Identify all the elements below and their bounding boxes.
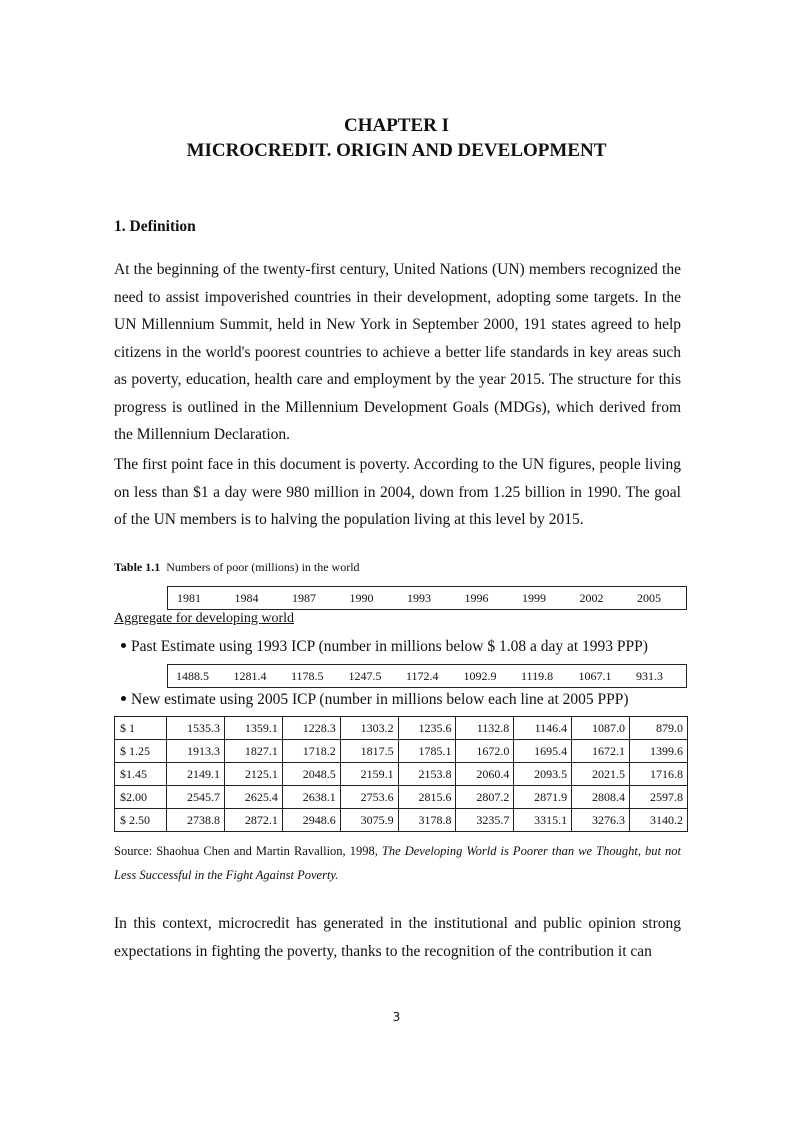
table-cell: 3140.2 — [630, 809, 688, 832]
table-cell: 1146.4 — [514, 717, 572, 740]
year-cell: 1984 — [234, 590, 259, 605]
table-cell: 3315.1 — [514, 809, 572, 832]
source-title: The Developing World is Poorer than we Thought, but not Less Successful in the Fight Against Poverty. — [114, 844, 681, 882]
poverty-line-cell: $ 1 — [115, 717, 167, 740]
table-cell: 2738.8 — [167, 809, 225, 832]
table-cell: 1827.1 — [225, 740, 283, 763]
table-cell: 1535.3 — [167, 717, 225, 740]
table-cell: 3178.8 — [398, 809, 456, 832]
table-caption-label: Table 1.1 — [114, 560, 161, 574]
table-cell: 1228.3 — [282, 717, 340, 740]
bullet-icon — [121, 696, 126, 701]
table-cell: 3075.9 — [340, 809, 398, 832]
year-cell: 1990 — [349, 590, 374, 605]
new-estimate-table — [114, 716, 688, 832]
table-cell: 2807.2 — [456, 786, 514, 809]
past-estimate-cell: 1067.1 — [578, 668, 612, 683]
year-cell: 2005 — [637, 590, 661, 605]
table-cell: 2060.4 — [456, 763, 514, 786]
table-source-note — [114, 839, 681, 887]
past-estimate-bullet — [121, 638, 648, 656]
bullet-icon — [121, 643, 126, 648]
source-prefix: Source: Shaohua Chen and Martin Ravallion, 1998, — [114, 844, 378, 858]
table-cell: 2638.1 — [282, 786, 340, 809]
poverty-line-cell: $ 2.50 — [115, 809, 167, 832]
table-row — [115, 763, 688, 786]
table-cell: 1132.8 — [456, 717, 514, 740]
paragraph-poverty: The first point face in this document is poverty. According to the UN figures, people living on less than $1 a day were 980 million in 2004, down from 1.25 billion in 1990. The goal of the UN members is to halving the population living at this level by 2015. — [114, 456, 681, 528]
section-heading: 1. Definition — [114, 218, 196, 235]
table-cell: 1785.1 — [398, 740, 456, 763]
chapter-subtitle: MICROCREDIT. ORIGIN AND DEVELOPMENT — [186, 140, 607, 161]
table-cell: 2093.5 — [514, 763, 572, 786]
table-cell: 2159.1 — [340, 763, 398, 786]
table-row — [115, 717, 688, 740]
table-cell: 1399.6 — [630, 740, 688, 763]
paragraph-context: In this context, microcredit has generated in the institutional and public opinion strong expectations in fighting the poverty, thanks to the recognition of the contribution it can — [114, 915, 681, 960]
table-cell: 1087.0 — [572, 717, 630, 740]
table-row — [115, 786, 688, 809]
page-number: 3 — [392, 1010, 401, 1024]
table-cell: 1817.5 — [340, 740, 398, 763]
paragraph-intro: At the beginning of the twenty-first century, United Nations (UN) members recognized the need to assist impoverished countries in their development, adopting some targets. In the UN Millennium Summit, held in New York in September 2000, 191 states agreed to help citizens in the world's poorest countries to achieve a better life standards in key areas such as poverty, education, health care and employment by the year 2015. The structure for this progress is outlined in the Millennium Development Goals (MDGs), which derived from the Millennium Declaration. — [114, 261, 681, 443]
new-estimate-bullet — [121, 691, 629, 709]
table-cell: 2808.4 — [572, 786, 630, 809]
poverty-line-cell: $1.45 — [115, 763, 167, 786]
chapter-title: CHAPTER I — [343, 115, 450, 136]
table-cell: 2021.5 — [572, 763, 630, 786]
past-estimate-cell: 1172.4 — [406, 668, 439, 683]
table-cell: 2625.4 — [225, 786, 283, 809]
table-cell: 3276.3 — [572, 809, 630, 832]
past-estimate-cell: 1281.4 — [233, 668, 267, 683]
table-cell: 2048.5 — [282, 763, 340, 786]
table-cell: 1716.8 — [630, 763, 688, 786]
table-cell: 2948.6 — [282, 809, 340, 832]
table-row — [115, 740, 688, 763]
table-cell: 2153.8 — [398, 763, 456, 786]
year-cell: 1993 — [407, 590, 431, 605]
table-cell: 1913.3 — [167, 740, 225, 763]
year-cell: 1996 — [464, 590, 489, 605]
past-estimate-cell: 1178.5 — [291, 668, 324, 683]
poverty-line-cell: $ 1.25 — [115, 740, 167, 763]
table-cell: 2753.6 — [340, 786, 398, 809]
table-cell: 1359.1 — [225, 717, 283, 740]
table-caption-text: Numbers of poor (millions) in the world — [166, 560, 360, 574]
table-cell: 1672.0 — [456, 740, 514, 763]
year-cell: 1981 — [177, 590, 201, 605]
table-cell: 3235.7 — [456, 809, 514, 832]
table-cell: 879.0 — [630, 717, 688, 740]
past-estimate-cell: 1092.9 — [463, 668, 497, 683]
table-cell: 2149.1 — [167, 763, 225, 786]
table-cell: 1672.1 — [572, 740, 630, 763]
past-estimate-row — [167, 664, 687, 688]
table-caption — [114, 560, 360, 575]
table-cell: 2125.1 — [225, 763, 283, 786]
table-cell: 2597.8 — [630, 786, 688, 809]
year-cell: 1999 — [522, 590, 546, 605]
new-estimate-label: New estimate using 2005 ICP (number in millions below each line at 2005 PPP) — [131, 691, 629, 708]
past-estimate-cell: 1119.8 — [521, 668, 554, 683]
table-cell: 1695.4 — [514, 740, 572, 763]
table-cell: 1303.2 — [340, 717, 398, 740]
past-estimate-cell: 1247.5 — [348, 668, 382, 683]
poverty-line-cell: $2.00 — [115, 786, 167, 809]
table-cell: 2815.6 — [398, 786, 456, 809]
table-cell: 2872.1 — [225, 809, 283, 832]
table-cell: 2545.7 — [167, 786, 225, 809]
table-cell: 1235.6 — [398, 717, 456, 740]
aggregate-label: Aggregate for developing world — [114, 611, 294, 626]
table-cell: 2871.9 — [514, 786, 572, 809]
year-cell: 2002 — [579, 590, 604, 605]
table-year-header — [167, 586, 687, 610]
year-cell: 1987 — [292, 590, 316, 605]
past-estimate-cell: 931.3 — [636, 668, 663, 683]
table-row — [115, 809, 688, 832]
table-cell: 1718.2 — [282, 740, 340, 763]
past-estimate-cell: 1488.5 — [176, 668, 209, 683]
past-estimate-label: Past Estimate using 1993 ICP (number in millions below $ 1.08 a day at 1993 PPP) — [131, 638, 648, 655]
